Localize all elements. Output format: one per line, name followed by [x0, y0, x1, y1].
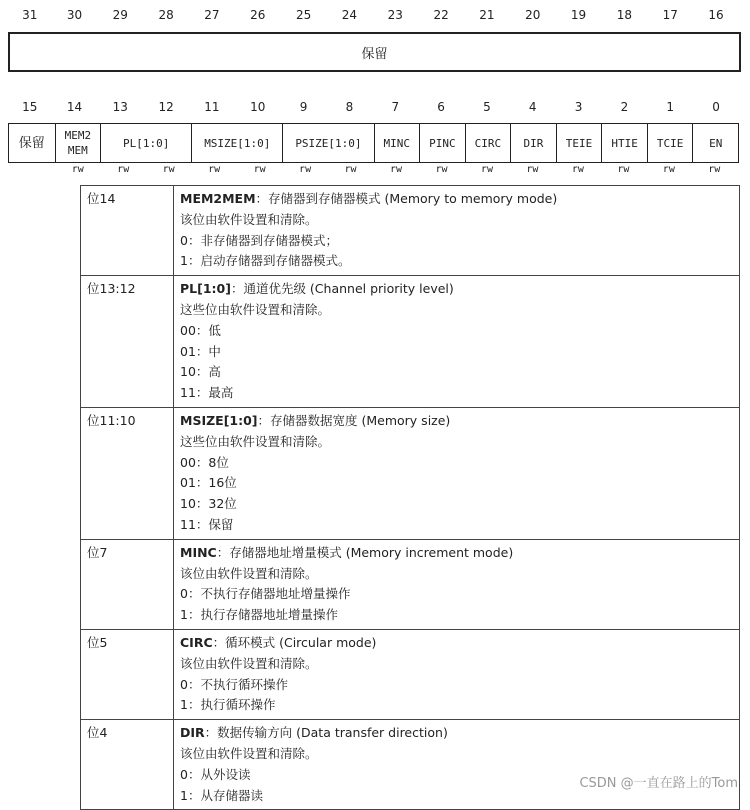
bit-number: 0 [712, 100, 720, 114]
bit-number: 3 [574, 100, 583, 114]
access-label: rw [117, 164, 130, 175]
bit-number: 9 [299, 100, 308, 114]
description-line: 1：执行循环操作 [180, 697, 276, 713]
access-label: rw [708, 164, 721, 175]
bit-field-cell: PINC [419, 124, 465, 162]
bit-number: 10 [250, 100, 266, 114]
description-line: 1：启动存储器到存储器模式。 [180, 253, 351, 269]
description-row [81, 407, 740, 539]
bit-description [174, 276, 740, 408]
description-title [180, 189, 733, 210]
reserved-high-register [8, 32, 741, 72]
description-title [180, 723, 733, 744]
bit-description [174, 720, 740, 810]
bit-position: 位11:10 [81, 407, 174, 539]
field-name: CIRC [180, 634, 213, 650]
field-name: MINC [180, 544, 217, 560]
bit-number: 7 [391, 100, 400, 114]
description-line: 00：低 [180, 322, 221, 338]
bit-number: 2 [620, 100, 629, 114]
bit-number: 22 [433, 8, 449, 22]
access-label: rw [208, 164, 221, 175]
bit-field-cell: 保留 [18, 135, 45, 151]
bit-number: 28 [158, 8, 174, 22]
description-line: 这些位由软件设置和清除。 [180, 433, 331, 449]
description-line: 0：不执行存储器地址增量操作 [180, 586, 351, 602]
description-line: 00：8位 [180, 454, 229, 470]
bit-number: 13 [112, 100, 128, 114]
description-line: 01：16位 [180, 475, 237, 491]
field-title: ：数据传输方向 (Data transfer direction) [204, 725, 448, 741]
description-row [81, 276, 740, 408]
description-line: 1：执行存储器地址增量操作 [180, 607, 338, 623]
access-label: rw [344, 164, 357, 175]
access-label: rw [617, 164, 630, 175]
bit-position: 位5 [81, 629, 174, 719]
bit-field-cell: TCIE [647, 124, 693, 162]
description-line: 1：从存储器读 [180, 787, 263, 803]
bit-description [174, 629, 740, 719]
field-name: MEM2MEM [180, 191, 256, 206]
bit-position: 位7 [81, 539, 174, 629]
description-line: 该位由软件设置和清除。 [180, 565, 318, 581]
bit-number: 24 [341, 8, 358, 22]
description-row [81, 629, 740, 719]
description-line: 0：从外设读 [180, 766, 251, 782]
access-label: rw [389, 164, 403, 175]
bit-number: 25 [295, 8, 312, 22]
description-title [180, 633, 733, 654]
description-title [180, 543, 733, 564]
watermark: CSDN @一直在路上的Tom [579, 776, 738, 791]
bit-number: 4 [528, 100, 537, 114]
description-line: 11：保留 [180, 516, 234, 532]
top-bit-numbers [8, 8, 739, 22]
bit-number: 12 [158, 100, 174, 114]
bit-field-cell: PSIZE[1:0] [282, 124, 373, 162]
bit-number: 5 [483, 100, 491, 114]
bit-number: 30 [66, 8, 83, 22]
description-title [180, 279, 733, 300]
bit-field-register [8, 123, 739, 163]
bit-number: 15 [22, 100, 38, 114]
access-label: rw [162, 164, 175, 175]
description-line: 10：高 [180, 364, 221, 380]
description-line: 11：最高 [180, 385, 234, 401]
description-line: 这些位由软件设置和清除。 [180, 301, 331, 317]
bit-position: 位14 [81, 186, 174, 276]
access-label: rw [253, 164, 266, 175]
bit-number: 19 [570, 8, 587, 22]
reserved-label: 保留 [361, 46, 388, 62]
bit-number: 20 [525, 8, 541, 22]
bit-field-cell: EN [692, 124, 738, 162]
bit-description-table [80, 185, 740, 810]
bit-number: 18 [616, 8, 633, 22]
description-row [81, 539, 740, 629]
bit-number: 1 [666, 100, 675, 114]
description-line: 10：32位 [180, 496, 237, 512]
access-label: rw [299, 164, 312, 175]
bit-number: 11 [204, 100, 220, 114]
bit-number: 27 [204, 8, 220, 22]
description-row [81, 720, 740, 810]
bit-number: 17 [662, 8, 678, 22]
bit-field-cell: MINC [374, 124, 420, 162]
bit-number: 6 [437, 100, 445, 114]
bit-number: 29 [112, 8, 128, 22]
bit-field-cell: CIRC [465, 124, 511, 162]
bit-field-cell: TEIE [556, 124, 602, 162]
bit-field-cell: DIR [510, 124, 556, 162]
description-line: 01：中 [180, 343, 221, 359]
bit-description [174, 539, 740, 629]
bit-field-cell: PL[1:0] [100, 124, 191, 162]
field-title: ：存储器数据宽度 (Memory size) [257, 412, 451, 428]
access-label: rw [71, 164, 84, 175]
bit-field-cell: MEM2 MEM [55, 124, 101, 162]
access-label: rw [662, 164, 675, 175]
bit-field-cell: MSIZE[1:0] [191, 124, 282, 162]
field-name: PL[1:0] [180, 281, 231, 297]
bit-number: 26 [250, 8, 266, 22]
bit-position: 位4 [81, 720, 174, 810]
bottom-bit-numbers [8, 100, 739, 114]
access-label: rw [480, 164, 493, 175]
bit-field-cell: HTIE [601, 124, 647, 162]
description-title [180, 411, 733, 432]
bit-number: 31 [22, 8, 38, 22]
access-label: rw [526, 164, 539, 175]
access-label: rw [571, 164, 584, 175]
field-name: MSIZE[1:0] [180, 412, 258, 428]
field-title: ：存储器地址增量模式 (Memory increment mode) [216, 544, 514, 560]
description-line: 该位由软件设置和清除。 [180, 745, 318, 761]
description-line: 0：不执行循环操作 [180, 676, 288, 692]
bit-description [174, 407, 740, 539]
bit-number: 21 [479, 8, 495, 22]
bit-position: 位13:12 [81, 276, 174, 408]
access-label: rw [435, 164, 448, 175]
field-title: ：通道优先级 (Channel priority level) [230, 281, 454, 297]
field-name: DIR [180, 725, 205, 741]
description-line: 0：非存储器到存储器模式； [180, 232, 338, 248]
field-title: ：循环模式 (Circular mode) [212, 634, 377, 650]
bit-number: 23 [387, 8, 403, 22]
description-line: 该位由软件设置和清除。 [180, 655, 318, 671]
field-title: ：存储器到存储器模式 (Memory to memory mode) [255, 191, 558, 206]
bit-number: 14 [66, 100, 83, 114]
bit-number: 8 [345, 100, 354, 114]
bit-number: 16 [708, 8, 724, 22]
bit-description [174, 186, 740, 276]
access-row [55, 164, 737, 175]
description-line: 该位由软件设置和清除。 [180, 211, 318, 227]
description-row [81, 186, 740, 276]
